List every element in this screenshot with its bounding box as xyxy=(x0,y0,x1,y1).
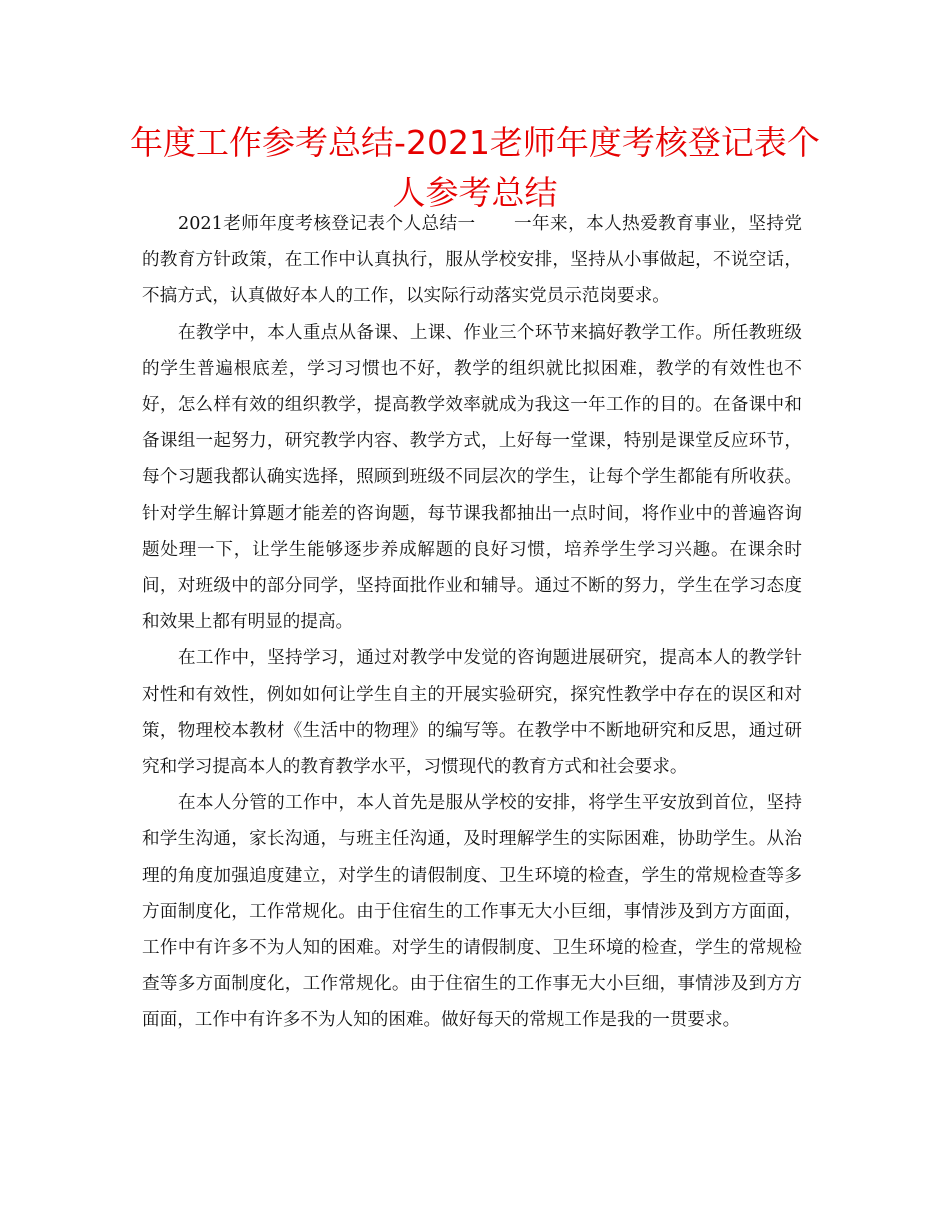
document-title: 年度工作参考总结-2021老师年度考核登记表个人参考总结 xyxy=(130,123,820,212)
paragraph-3: 在工作中，坚持学习，通过对教学中发觉的咨询题进展研究，提高本人的教学针对性和有效性，例如如何让学生自主的开展实验研究，探究性教学中存在的误区和对策，物理校本教材《生活中的物理》的编写等。在教学中不断地研究和反思，通过研究和学习提高本人的教育教学水平，习惯现代的教育方式和社会要求。 xyxy=(142,648,802,778)
paragraph-1 xyxy=(142,206,802,315)
paragraph-2: 在教学中，本人重点从备课、上课、作业三个环节来搞好教学工作。所任教班级的学生普遍根底差，学习习惯也不好，教学的组织就比拟困难，教学的有效性也不好，怎么样有效的组织教学，提高教学效率就成为我这一年工作的目的。在备课中和备课组一起努力，研究教学内容、教学方式，上好每一堂课，特别是课堂反应环节，每个习题我都认确实选择，照顾到班级不同层次的学生，让每个学生都能有所收获。针对学生解计算题才能差的咨询题，每节课我都抽出一点时间，将作业中的普遍咨询题处理一下，让学生能够逐步养成解题的良好习惯，培养学生学习兴趣。在课余时间，对班级中的部分同学，坚持面批作业和辅导。通过不断的努力，学生在学习态度和效果上都有明显的提高。 xyxy=(142,322,802,633)
paragraph-4: 在本人分管的工作中，本人首先是服从学校的安排，将学生平安放到首位，坚持和学生沟通，家长沟通，与班主任沟通，及时理解学生的实际困难，协助学生。从治理的角度加强追度建立，对学生的请假制度、卫生环境的检查，学生的常规检查等多方面制度化，工作常规化。由于住宿生的工作事无大小巨细，事情涉及到方方面面，工作中有许多不为人知的困难。对学生的请假制度、卫生环境的检查，学生的常规检查等多方面制度化，工作常规化。由于住宿生的工作事无大小巨细，事情涉及到方方面面，工作中有许多不为人知的困难。做好每天的常规工作是我的一贯要求。 xyxy=(142,793,802,1031)
paragraph-1-text: 一年来，本人热爱教育事业，坚持党的教育方针政策，在工作中认真执行，服从学校安排，坚持从小事做起，不说空话，不搞方式，认真做好本人的工作，以实际行动落实党员示范岗要求。 xyxy=(142,214,802,307)
paragraph-1-lead: 2021老师年度考核登记表个人总结一 xyxy=(178,214,476,234)
document-body xyxy=(142,206,802,1039)
